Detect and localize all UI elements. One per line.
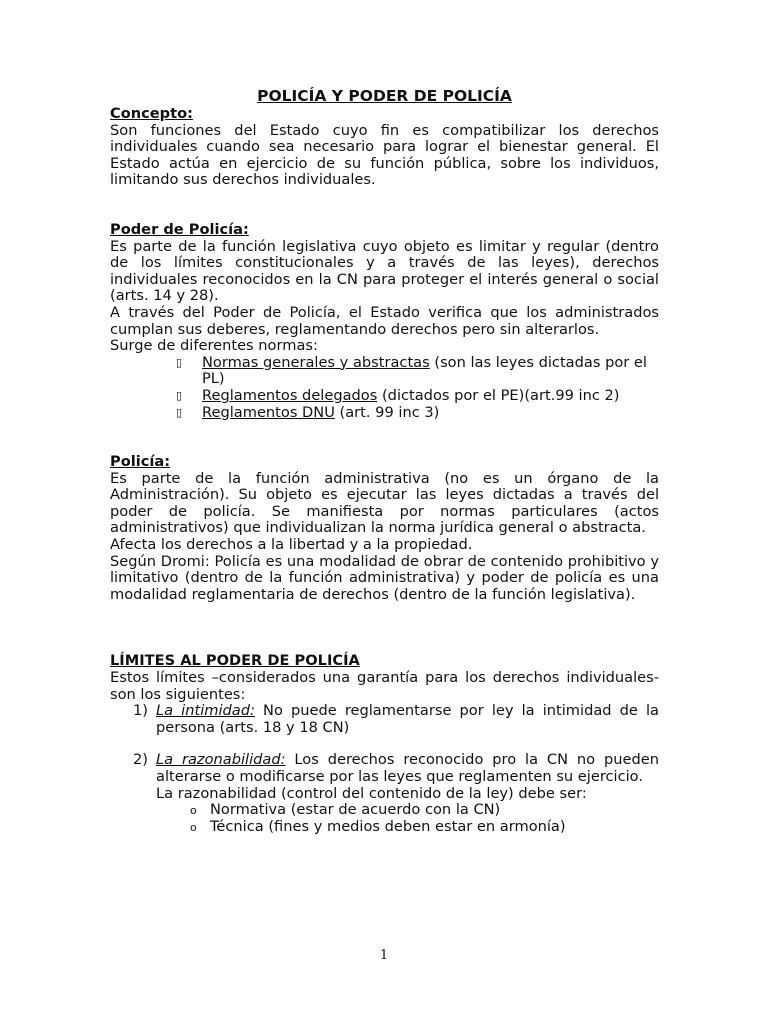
page-number: 1 [379, 948, 389, 963]
bullet-icon: ▯ [176, 405, 183, 419]
list-item-text: (art. 99 inc 3) [334, 403, 440, 421]
policia-paragraph-3: Según Dromi: Policía es una modalidad de obrar de contenido prohibitivo y limitativo (dentro de la función administrativa) y poder de policía es una modalidad reglamentaria de derechos (dentro de la función legislativa). [110, 552, 659, 603]
list-item [133, 702, 659, 736]
concepto-heading: Concepto: [110, 105, 193, 122]
list-item [176, 403, 659, 422]
normas-list [110, 355, 659, 421]
poder-paragraph-2: A través del Poder de Policía, el Estado verifica que los administrados cumplan sus deberes, reglamentando derechos pero sin alterarlos. [110, 303, 659, 338]
list-item-text: Los derechos reconocido pro la CN no pueden alterarse o modificarse por las leyes que reglamenten su ejercicio. [156, 751, 659, 785]
razonabilidad-intro: La razonabilidad (control del contenido de la ley) debe ser: [156, 784, 587, 802]
list-item-label: Reglamentos DNU [202, 403, 335, 421]
list-item [176, 386, 659, 405]
list-item-text: (dictados por el PE)(art.99 inc 2) [377, 386, 620, 404]
circle-bullet-icon: o [190, 820, 197, 834]
policia-paragraph-2: Afecta los derechos a la libertad y a la propiedad. [110, 536, 473, 554]
list-item-number: 1) [133, 702, 148, 720]
document-page [110, 86, 659, 835]
list-item-number: 2) [133, 751, 148, 769]
poder-paragraph-3: Surge de diferentes normas: [110, 337, 318, 355]
list-item [190, 817, 659, 836]
list-item [176, 353, 659, 388]
list-item [190, 801, 659, 819]
list-item-label: Reglamentos delegados [202, 386, 378, 404]
list-item-label: La intimidad: [156, 702, 255, 720]
bullet-icon: ▯ [176, 355, 183, 369]
document-title: POLICÍA Y PODER DE POLICÍA [257, 87, 512, 105]
razonabilidad-list [110, 802, 659, 835]
policia-paragraph-1: Es parte de la función administrativa (no es un órgano de la Administración). Su objeto es ejecutar las leyes dictadas a través del poder de policía. Se manifiesta por normas particulares (actos administrativos) que individualizan la norma jurídica general o abstracta. [110, 469, 659, 537]
list-item-text: Técnica (fines y medios deben estar en armonía) [210, 817, 566, 835]
list-item-text: Normativa (estar de acuerdo con la CN) [210, 801, 501, 819]
list-item-text: No puede reglamentarse por ley la intimidad de la persona (arts. 18 y 18 CN) [156, 702, 659, 736]
list-item-text: (son las leyes dictadas por el PL) [202, 353, 647, 388]
limites-heading: LÍMITES AL PODER DE POLICÍA [110, 652, 360, 670]
policia-heading: Policía: [110, 453, 171, 471]
limites-intro: Estos límites –considerados una garantía para los derechos individuales- son los siguientes: [110, 669, 659, 703]
bullet-icon: ▯ [176, 388, 183, 402]
list-item-label: Normas generales y abstractas [202, 353, 430, 371]
concepto-paragraph: Son funciones del Estado cuyo fin es compatibilizar los derechos individuales cuando sea necesario para lograr el bienestar general. El Estado actúa en ejercicio de su función pública, sobre los individuos, limitando sus derechos individuales. [110, 121, 659, 189]
poder-paragraph-1: Es parte de la función legislativa cuyo objeto es limitar y regular (dentro de los límites constitucionales y a través de las leyes), derechos individuales reconocidos en la CN para proteger el interés general o social (arts. 14 y 28). [110, 237, 659, 305]
list-item [133, 751, 659, 785]
circle-bullet-icon: o [190, 804, 197, 818]
list-item-label: La razonabilidad: [156, 751, 286, 769]
poder-heading: Poder de Policía: [110, 220, 249, 238]
limites-list [110, 703, 659, 802]
